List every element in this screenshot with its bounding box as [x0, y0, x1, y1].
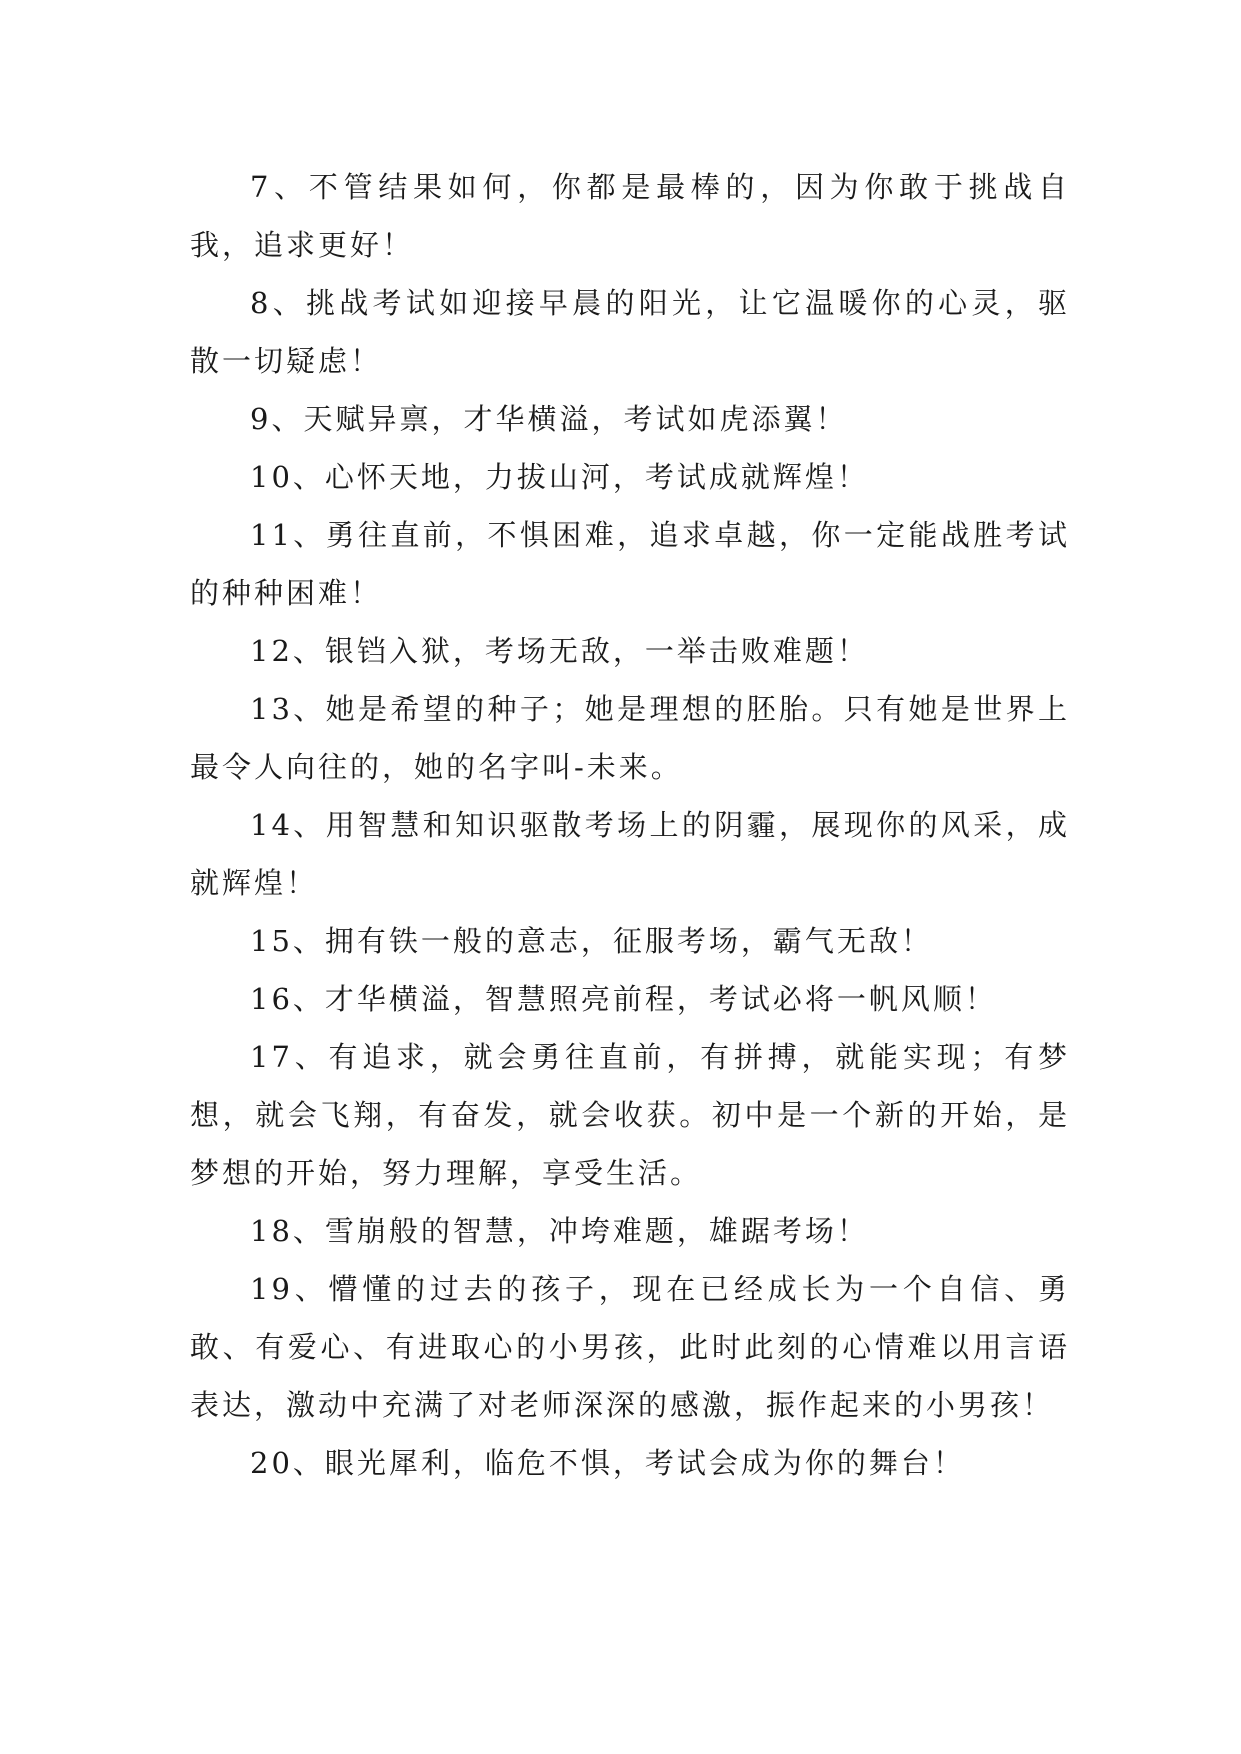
- paragraph-19: 19、懵懂的过去的孩子，现在已经成长为一个自信、勇敢、有爱心、有进取心的小男孩，此时此刻的心情难以用言语表达，激动中充满了对老师深深的感激，振作起来的小男孩！: [190, 1272, 1070, 1422]
- paragraph-10: 10、心怀天地，力拔山河，考试成就辉煌！: [250, 460, 869, 494]
- paragraph-16: 16、才华横溢，智慧照亮前程，考试必将一帆风顺！: [250, 982, 997, 1016]
- paragraph-14: 14、用智慧和知识驱散考场上的阴霾，展现你的风采，成就辉煌！: [190, 808, 1070, 900]
- paragraph-15: 15、拥有铁一般的意志，征服考场，霸气无敌！: [250, 924, 933, 958]
- paragraph-20: 20、眼光犀利，临危不惧，考试会成为你的舞台！: [250, 1446, 965, 1480]
- paragraph-7: 7、不管结果如何，你都是最棒的，因为你敢于挑战自我，追求更好！: [190, 170, 1070, 262]
- paragraph-8: 8、挑战考试如迎接早晨的阳光，让它温暖你的心灵，驱散一切疑虑！: [190, 286, 1070, 378]
- paragraph-13: 13、她是希望的种子；她是理想的胚胎。只有她是世界上最令人向往的，她的名字叫-未来。: [190, 692, 1070, 784]
- paragraph-9: 9、天赋异禀，才华横溢，考试如虎添翼！: [250, 402, 848, 436]
- document-body: [190, 158, 1070, 1492]
- paragraph-18: 18、雪崩般的智慧，冲垮难题，雄踞考场！: [250, 1214, 869, 1248]
- paragraph-11: 11、勇往直前，不惧困难，追求卓越，你一定能战胜考试的种种困难！: [190, 518, 1070, 610]
- paragraph-12: 12、银铛入狱，考场无敌，一举击败难题！: [250, 634, 869, 668]
- paragraph-17: 17、有追求，就会勇往直前，有拼搏，就能实现；有梦想，就会飞翔，有奋发，就会收获。初中是一个新的开始，是梦想的开始，努力理解，享受生活。: [190, 1040, 1070, 1190]
